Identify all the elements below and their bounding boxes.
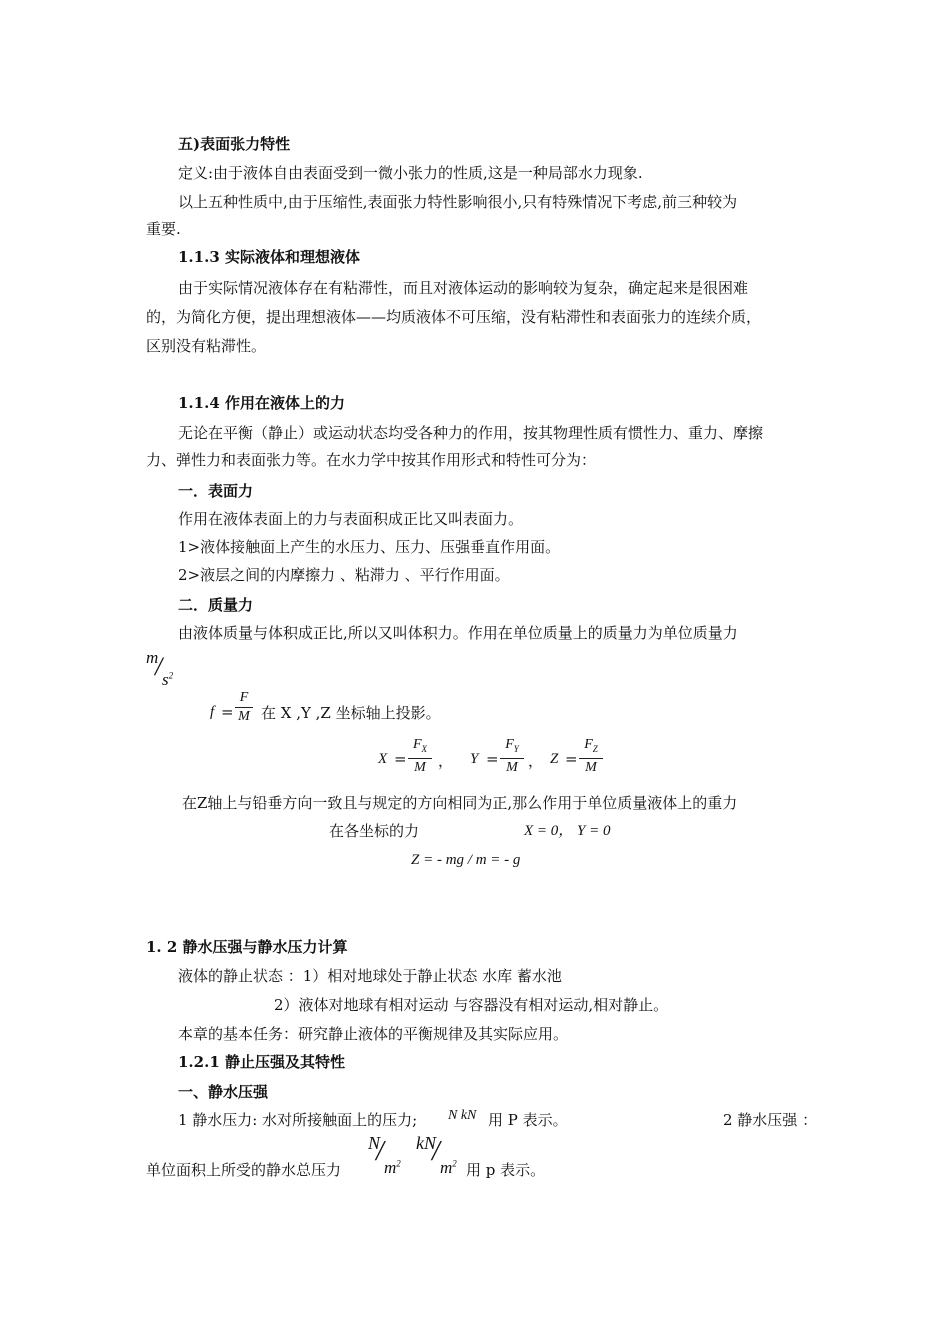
subsection-title: 二．质量力 xyxy=(178,596,254,614)
paragraph-line: 本章的基本任务：研究静止液体的平衡规律及其实际应用。 xyxy=(178,1025,569,1043)
paragraph-line: 以上五种性质中,由于压缩性,表面张力特性影响很小,只有特殊情况下考虑,前三种较为 xyxy=(178,193,738,211)
fraction-slash: / xyxy=(432,1136,440,1167)
paragraph-line: 力、弹性力和表面张力等。在水力学中按其作用形式和特性可分为： xyxy=(146,451,597,469)
unit-m2: $m^2$ xyxy=(440,1158,457,1177)
paragraph-line: 由于实际情况液体存在有粘滞性，而且对液体运动的影响较为复杂，确定起来是很困难 xyxy=(178,279,749,297)
fraction-slash: / xyxy=(155,652,163,681)
paragraph-line: 区别没有粘滞性。 xyxy=(146,337,267,355)
subsection-title: 一、静水压强 xyxy=(178,1083,269,1101)
section-heading: 1.1.4 作用在液体上的力 xyxy=(178,394,345,412)
paragraph-line: 液体的静止状态 ：1）相对地球处于静止状态 水库 蓄水池 xyxy=(178,967,562,985)
paragraph-line: 1 静水压力: 水对所接触面上的压力; xyxy=(178,1111,418,1129)
unit-m2: $m^2$ xyxy=(384,1158,401,1177)
paragraph-line: 在Z轴上与铅垂方向一致且与规定的方向相同为正,那么作用于单位质量液体上的重力 xyxy=(182,794,738,812)
paragraph-line: 2 静水压强 ： xyxy=(723,1111,818,1129)
paragraph-line: 2）液体对地球有相对运动 与容器没有相对运动,相对静止。 xyxy=(274,996,669,1014)
paragraph-line: 单位面积上所受的静水总压力 xyxy=(146,1161,342,1179)
equation-z-g: Z = - mg / m = - g xyxy=(411,852,521,868)
fraction: $F_Y$ M xyxy=(500,737,524,776)
fraction: $F_X$ M xyxy=(408,737,432,776)
unit-n-kn: N kN xyxy=(448,1108,477,1123)
paragraph-line: 用 p 表示。 xyxy=(466,1161,546,1179)
paragraph-line: 在各坐标的力 xyxy=(329,822,420,840)
paragraph-line: 作用在液体表面上的力与表面积成正比又叫表面力。 xyxy=(178,510,524,528)
equation-x0y0: X = 0， Y = 0 xyxy=(524,823,611,839)
paragraph-line: 2>液层之间的内摩擦力 、粘滞力 、平行作用面。 xyxy=(178,566,510,584)
unit-s: $s^2$ xyxy=(162,670,174,689)
paragraph-line: 1>液体接触面上产生的水压力、压力、压强垂直作用面。 xyxy=(178,538,561,556)
section-heading: 1.2.1 静止压强及其特性 xyxy=(178,1053,345,1071)
section-heading: 1. 2 静水压强与静水压力计算 xyxy=(146,938,348,956)
paragraph-line: 定义:由于液体自由表面受到一微小张力的性质,这是一种局部水力现象. xyxy=(178,164,643,182)
section-title: 五)表面张力特性 xyxy=(178,135,291,153)
paragraph-line: 重要. xyxy=(146,220,181,238)
fraction: $F_Z$ M xyxy=(579,737,603,776)
paragraph-line: 由液体质量与体积成正比,所以又叫体积力。作用在单位质量上的质量力为单位质量力 xyxy=(178,624,738,642)
paragraph-line: 用 P 表示。 xyxy=(488,1111,568,1129)
paragraph-line: 无论在平衡（静止）或运动状态均受各种力的作用，按其物理性质有惯性力、重力、摩擦 xyxy=(178,424,764,442)
fraction-slash: / xyxy=(376,1136,384,1167)
fraction: F M xyxy=(235,690,253,725)
subsection-title: 一．表面力 xyxy=(178,482,254,500)
paragraph-line: 的，为简化方便，提出理想液体——均质液体不可压缩，没有粘滞性和表面张力的连续介质， xyxy=(146,308,762,326)
section-heading: 1.1.3 实际液体和理想液体 xyxy=(178,248,360,266)
